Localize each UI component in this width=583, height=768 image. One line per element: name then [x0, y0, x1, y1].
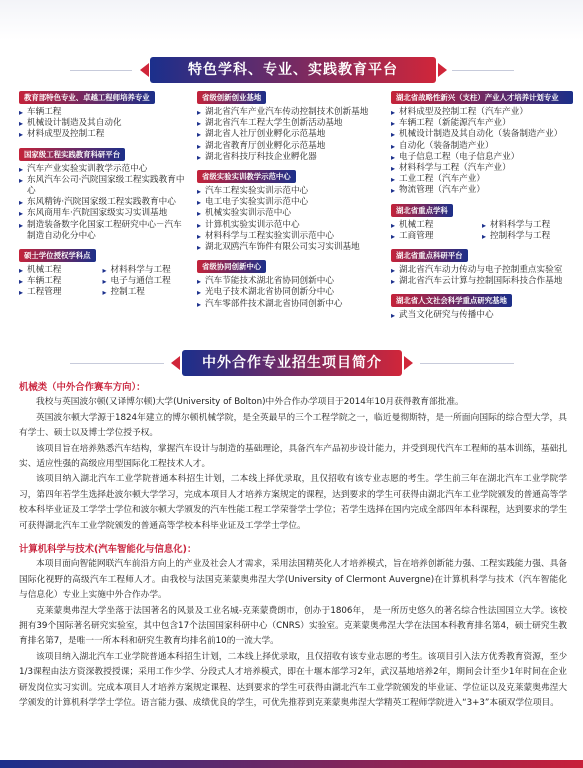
paragraph: 该项目纳入湖北汽车工业学院普通本科招生计划，二本线上择优录取，且仅招收有该专业志愿的考生。该项目引入法方优秀教育资源，至少1/3课程由法方资深教授授课；采用工作少学、分段式人才培养模式，即在十堰本部学习2年，武汉基地培养2年，期间会计至少1年时间在企业研发岗位实习实训。完成本项目人才培养方案规定课程、达到要求的学生可获得由湖北汽车工业学院颁发的毕业证、学位证以及克莱蒙奥弗涅大学颁发的计算机科学学士学位。语言能力强、成绩优良的学生，可优先推荐到克莱蒙奥弗涅大学精英工程师学院进入“3+3”本硕双学位项目。 — [19, 651, 567, 709]
group-header: 湖北省人文社会科学重点研究基地 — [391, 294, 512, 307]
program-banner-title: 中外合作专业招生项目简介 — [182, 350, 402, 376]
list-item: ▸ 汽车节能技术湖北省协同创新中心 — [197, 276, 386, 287]
list-item: ▸ 车辆工程 — [19, 107, 186, 118]
list-item: ▸ 湖北省教育厅创业孵化示范基地 — [197, 141, 386, 152]
list-item: ▸ 物流管理（汽车产业） — [391, 185, 573, 196]
divider-left — [70, 363, 164, 364]
group-header: 湖北省重点科研平台 — [391, 249, 468, 262]
divider-right — [452, 70, 514, 71]
section-title: 机械类（中外合作赛车方向）： — [19, 382, 146, 393]
list-item: ▸ 东风精铸·汽院国家级工程实践教育中心 — [19, 197, 186, 208]
group-header: 省级创新创业基地 — [197, 91, 266, 104]
list-item: ▸ 武当文化研究与传播中心 — [391, 310, 573, 321]
list-item: ▸ 汽车工程实验实训示范中心 — [197, 186, 386, 197]
list-item: ▸ 工程管理 — [19, 287, 103, 298]
list-item: ▸ 电子与通信工程 — [103, 276, 187, 287]
list-item: ▸ 湖北省汽车动力传动与电子控制重点实验室 — [391, 265, 573, 276]
group-header: 省级协同创新中心 — [197, 260, 266, 273]
group-header: 教育部特色专业、卓越工程师培养专业 — [19, 91, 155, 104]
list-item: ▸ 计算机实验实训示范中心 — [197, 220, 386, 231]
list-item: ▸ 湖北省汽车产业汽车传动控制技术创新基地 — [197, 107, 386, 118]
list-item: ▸ 工商管理 — [391, 231, 482, 242]
list-item: ▸ 自动化（装备制造产业） — [391, 141, 573, 152]
platform-column-3 — [391, 88, 573, 322]
paragraph: 该项目旨在培养熟悉汽车结构，掌握汽车设计与制造的基础理论，具备汽车产品初步设计能力，并受到现代汽车工程师的基本训练，基础扎实、适应性强的高级应用型国际化工程技术人才。 — [19, 443, 567, 470]
chevron-left-icon — [171, 356, 180, 370]
platform-column-1 — [19, 88, 186, 299]
paragraph: 克莱蒙奥弗涅大学坐落于法国著名的风景及工业名城-克莱蒙费朗市，创办于1806年， 是一所历史悠久的著名综合性法国国立大学。该校拥有39个国际著名研究实验室，其中包含17个法国国家科研中心（CNRS）实验室。克莱蒙奥弗涅大学在法国本科教育排名第4，硕士研究生教育排名第7，是唯一一所本科和研究生教育均排名前10的一流大学。 — [19, 605, 567, 647]
program-section-computer — [19, 542, 567, 711]
list-item: ▸ 汽车零部件技术湖北省协同创新中心 — [197, 299, 386, 310]
list-item: ▸ 湖北省汽车工程大学生创新活动基地 — [197, 118, 386, 129]
group-header: 国家级工程实践教育科研平台 — [19, 148, 125, 161]
list-item: ▸ 电工电子实验实训示范中心 — [197, 197, 386, 208]
list-item: ▸ 材料成型及控制工程（汽车产业） — [391, 107, 573, 118]
paragraph: 英国波尔顿大学源于1824年建立的博尔顿机械学院，是全英最早的三个工程学院之一，临近曼彻斯特，是一所面向国际的综合型大学，具有学士、硕士以及博士学位授予权。 — [19, 412, 567, 439]
list-item: ▸ 湖北双鸥汽车饰件有限公司实习实训基地 — [197, 242, 386, 253]
list-item: ▸ 光电子技术湖北省协同创新分中心 — [197, 287, 386, 298]
list-item: ▸ 机械工程 — [19, 265, 103, 276]
program-section-mechanical — [19, 380, 567, 534]
list-item: ▸ 制造装备数字化国家工程研究中心－汽车制造自动化分中心 — [19, 220, 186, 242]
list-item: ▸ 工业工程（汽车产业） — [391, 174, 573, 185]
group-header: 湖北省战略性新兴（支柱）产业人才培养计划专业 — [391, 91, 573, 104]
list-item: ▸ 湖北省汽车云计算与控制国际科技合作基地 — [391, 276, 573, 287]
group-header: 湖北省重点学科 — [391, 204, 453, 217]
paragraph: 该项目纳入湖北汽车工业学院普通本科招生计划，二本线上择优录取，且仅招收有该专业志愿的考生。学生前三年在湖北汽车工业学院学习，第四年若学生选择赴波尔顿大学学习，完成本项目人才培养方案规定的课程，达到要求的学生可获得由湖北汽车工业学院颁发的普通高等学校本科毕业证及工学学士学位和波尔顿大学颁发的汽车性能工程工学荣誉学士学位；若学生选择在国内完成全部四年本科课程，达到要求的学生可获得湖北汽车工业学院颁发的普通高等学校本科毕业证及工学学士学位。 — [19, 474, 567, 531]
list-item: ▸ 机械工程 — [391, 220, 482, 231]
list-item: ▸ 湖北省人社厅创业孵化示范基地 — [197, 129, 386, 140]
list-item: ▸ 材料科学与工程（汽车产业） — [391, 163, 573, 174]
paragraph: 本项目面向智能网联汽车前沿方向上的产业及社会人才需求，采用法国精英化人才培养模式，旨在培养创新能力强、工程实践能力强、具备国际化视野的高级汽车工程师人才。由我校与法国克莱蒙奥弗涅大学(University of Clermont Auvergne)在计算机科学与技术（汽车智能化与信息化）专业上实施中外合作办学。 — [19, 559, 567, 601]
group-header: 省级实验实训教学示范中心 — [197, 170, 296, 183]
chevron-left-icon — [140, 63, 149, 77]
list-item: ▸ 材料科学与工程 — [482, 220, 573, 231]
footer-bar — [0, 760, 583, 768]
list-item: ▸ 机械实验实训示范中心 — [197, 208, 386, 219]
section-title: 计算机科学与技术(汽车智能化与信息化)： — [19, 544, 197, 555]
list-item: ▸ 汽车产业实验实训教学示范中心 — [19, 164, 186, 175]
top-gradient-band — [0, 0, 583, 40]
list-item: ▸ 车辆工程（新能源汽车产业） — [391, 118, 573, 129]
list-item: ▸ 控制工程 — [103, 287, 187, 298]
chevron-right-icon — [438, 63, 447, 77]
list-item: ▸ 东风商用车·汽院国家级实习实训基地 — [19, 208, 186, 219]
list-item: ▸ 材料成型及控制工程 — [19, 129, 186, 140]
list-item: ▸ 机械设计制造及其自动化（装备制造产业） — [391, 129, 573, 140]
list-item: ▸ 控制科学与工程 — [482, 231, 573, 242]
platform-column-2 — [197, 88, 386, 310]
list-item: ▸ 机械设计制造及其自动化 — [19, 118, 186, 129]
platform-banner-title: 特色学科、专业、实践教育平台 — [150, 57, 436, 83]
list-item: ▸ 湖北省科技厅科技企业孵化器 — [197, 152, 386, 163]
divider-left — [70, 70, 132, 71]
list-item: ▸ 电子信息工程（电子信息产业） — [391, 152, 573, 163]
chevron-right-icon — [404, 356, 413, 370]
list-item: ▸ 车辆工程 — [19, 276, 103, 287]
group-header: 硕士学位授权学科点 — [19, 249, 96, 262]
list-item: ▸ 东风汽车公司·汽院国家级工程实践教育中心 — [19, 175, 186, 197]
list-item: ▸ 材料科学与工程 — [103, 265, 187, 276]
list-item: ▸ 材料科学与工程实验实训示范中心 — [197, 231, 386, 242]
divider-right — [420, 363, 514, 364]
paragraph: 我校与英国波尔顿(又译博尔顿)大学(University of Bolton)中外合作办学项目于2014年10月获得教育部批准。 — [36, 397, 464, 408]
